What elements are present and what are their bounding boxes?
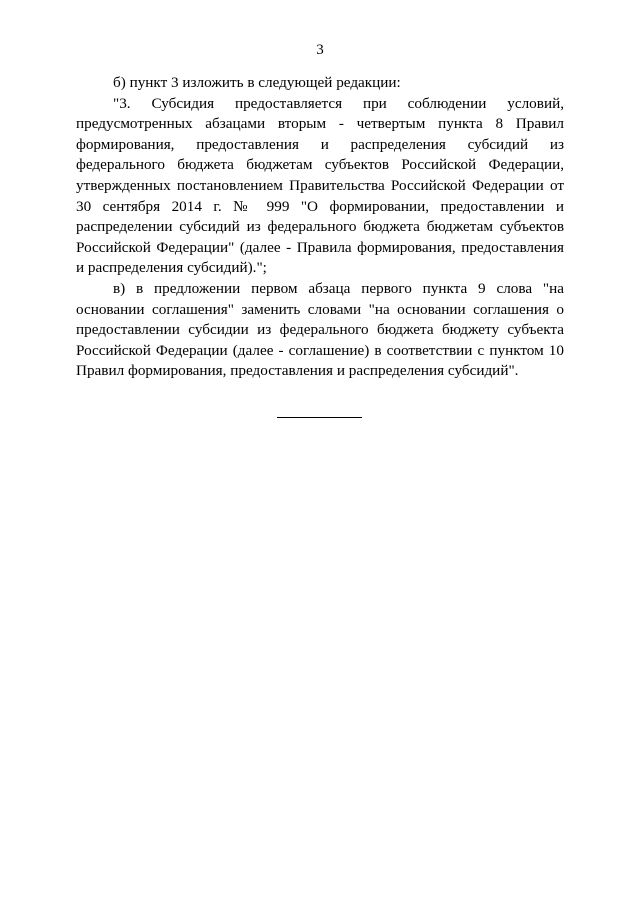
paragraph-b: б) пункт 3 изложить в следующей редакции: bbox=[113, 74, 401, 91]
paragraph-v: в) в предложении первом абзаца первого пункта 9 слова "на основании соглашения" заменить словами "на основании соглашения о предоставлении субсидии из федерального бюджета бюджету субъекта Российской Федерации (далее - соглашение) в соответствии с пунктом 10 Правил формирования, предоставления и распределения субсидий". bbox=[76, 279, 564, 380]
page-number: 3 bbox=[316, 42, 324, 58]
document-body bbox=[76, 73, 564, 382]
end-separator-line bbox=[277, 417, 362, 418]
paragraph-quoted-clause-3: "3. Субсидия предоставляется при соблюдении условий, предусмотренных абзацами вторым - четвертым пункта 8 Правил формирования, предоставления и распределения субсидий из федерального бюджета бюджетам субъектов Российской Федерации, утвержденных постановлением Правительства Российской Федерации от 30 сентября 2014 г. № 999 "О формировании, предоставлении и распределении субсидий из федерального бюджета бюджетам субъектов Российской Федерации" (далее - Правила формирования, предоставления и распределения субсидий)."; bbox=[76, 94, 564, 277]
